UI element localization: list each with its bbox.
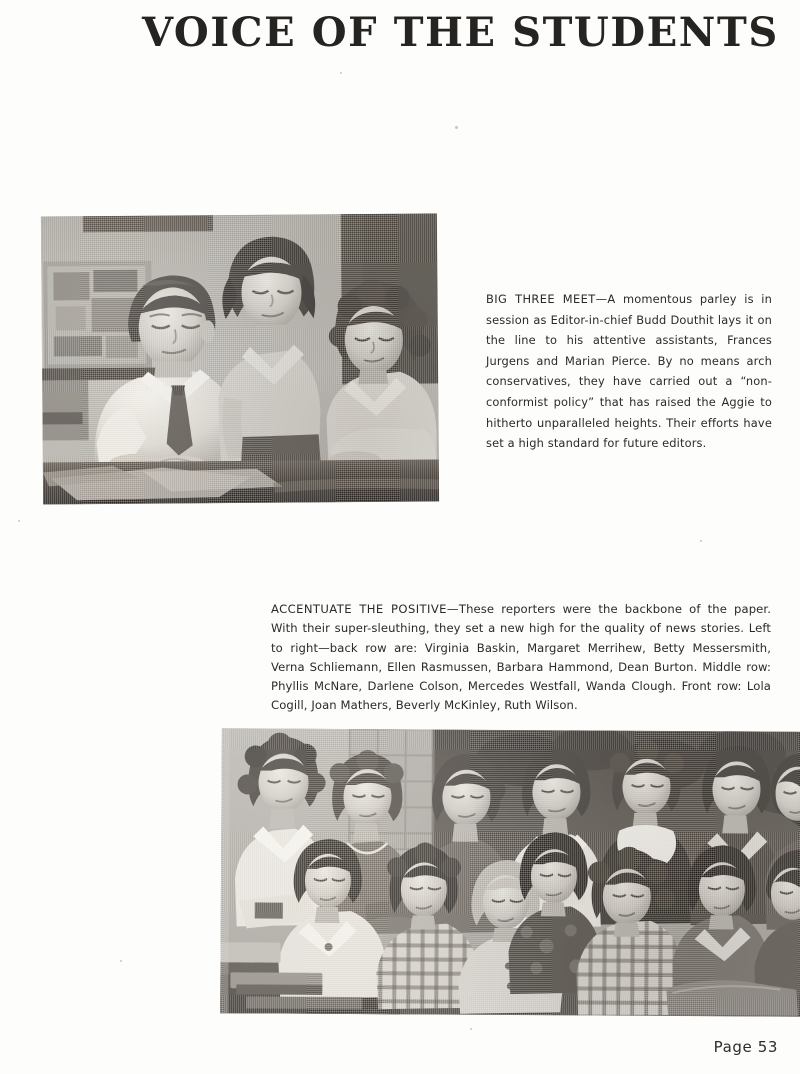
caption-lead: BIG THREE MEET— bbox=[486, 292, 608, 306]
paper-speck bbox=[18, 520, 20, 522]
reporters-group-photo-image bbox=[220, 728, 800, 1017]
paper-speck bbox=[120, 960, 122, 962]
paper-speck bbox=[455, 126, 458, 129]
editors-photo-image bbox=[41, 213, 439, 504]
caption-body: A momentous parley is in session as Editor-in-chief Budd Douthit lays it on the line to his attentive assistants, Frances Jurgens and Marian Pierce. By no means arch conservatives, they have carried out a “non-conformist policy” that has raised the Aggie to hitherto unparalleled heights. Their efforts have set a high standard for future editors. bbox=[486, 292, 772, 451]
caption-body: These reporters were the backbone of the paper. With their super-sleuthing, they set a new high for the quality of news stories. Left to right—back row are: Virginia Baskin, Margaret Merrihew, Betty Messersmith, Verna Schliemann, Ellen Rasmussen, Barbara Hammond, Dean Burton. Middle row: Phyllis McNare, Darlene Colson, Mercedes Westfall, Wanda Clough. Front row: Lola Cogill, Joan Mathers, Beverly McKinley, Ruth Wilson. bbox=[271, 602, 772, 713]
paper-speck bbox=[700, 540, 702, 542]
page-title: VOICE OF THE STUDENTS bbox=[142, 9, 779, 56]
caption-lead: ACCENTUATE THE POSITIVE— bbox=[271, 602, 459, 616]
reporters-group-photo bbox=[220, 728, 800, 1017]
editors-photo bbox=[41, 213, 439, 504]
paper-speck bbox=[470, 1028, 472, 1030]
paper-speck bbox=[340, 72, 342, 74]
page-number: Page 53 bbox=[713, 1038, 778, 1056]
caption-accentuate-the-positive bbox=[271, 600, 771, 716]
caption-big-three-meet bbox=[486, 289, 772, 454]
